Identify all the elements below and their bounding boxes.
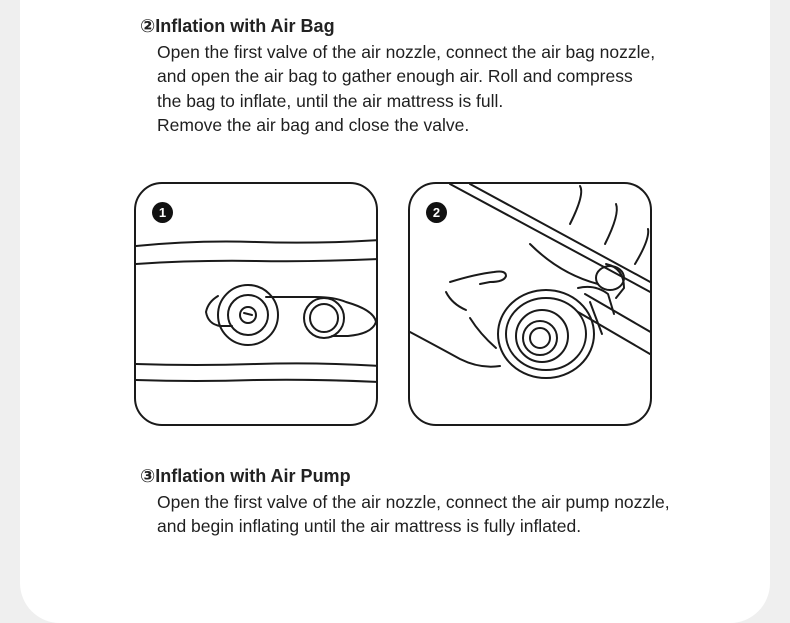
section-2-line: and open the air bag to gather enough air. Roll and compress (157, 66, 633, 87)
step-badge-2: 2 (426, 202, 447, 223)
valve-closeup-illustration (136, 184, 378, 426)
section-3-heading: ③Inflation with Air Pump (140, 466, 351, 486)
illustration-panel-1 (134, 182, 378, 426)
illustration-panel-2 (408, 182, 652, 426)
section-2-body (157, 40, 655, 137)
step-badge-1: 1 (152, 202, 173, 223)
section-2-line: Remove the air bag and close the valve. (157, 114, 470, 135)
section-3-line: Open the first valve of the air nozzle, connect the air pump nozzle, (157, 492, 670, 512)
section-3-line: and begin inflating until the air mattress is fully inflated. (157, 516, 582, 537)
section-2-heading: ②Inflation with Air Bag (140, 16, 335, 36)
instruction-card (20, 0, 770, 623)
section-3-body (157, 490, 670, 539)
air-bag-nozzle-illustration (410, 184, 652, 426)
section-2-line: Open the first valve of the air nozzle, connect the air bag nozzle, (157, 42, 656, 62)
section-2-line: the bag to inflate, until the air mattress is full. (157, 90, 504, 111)
